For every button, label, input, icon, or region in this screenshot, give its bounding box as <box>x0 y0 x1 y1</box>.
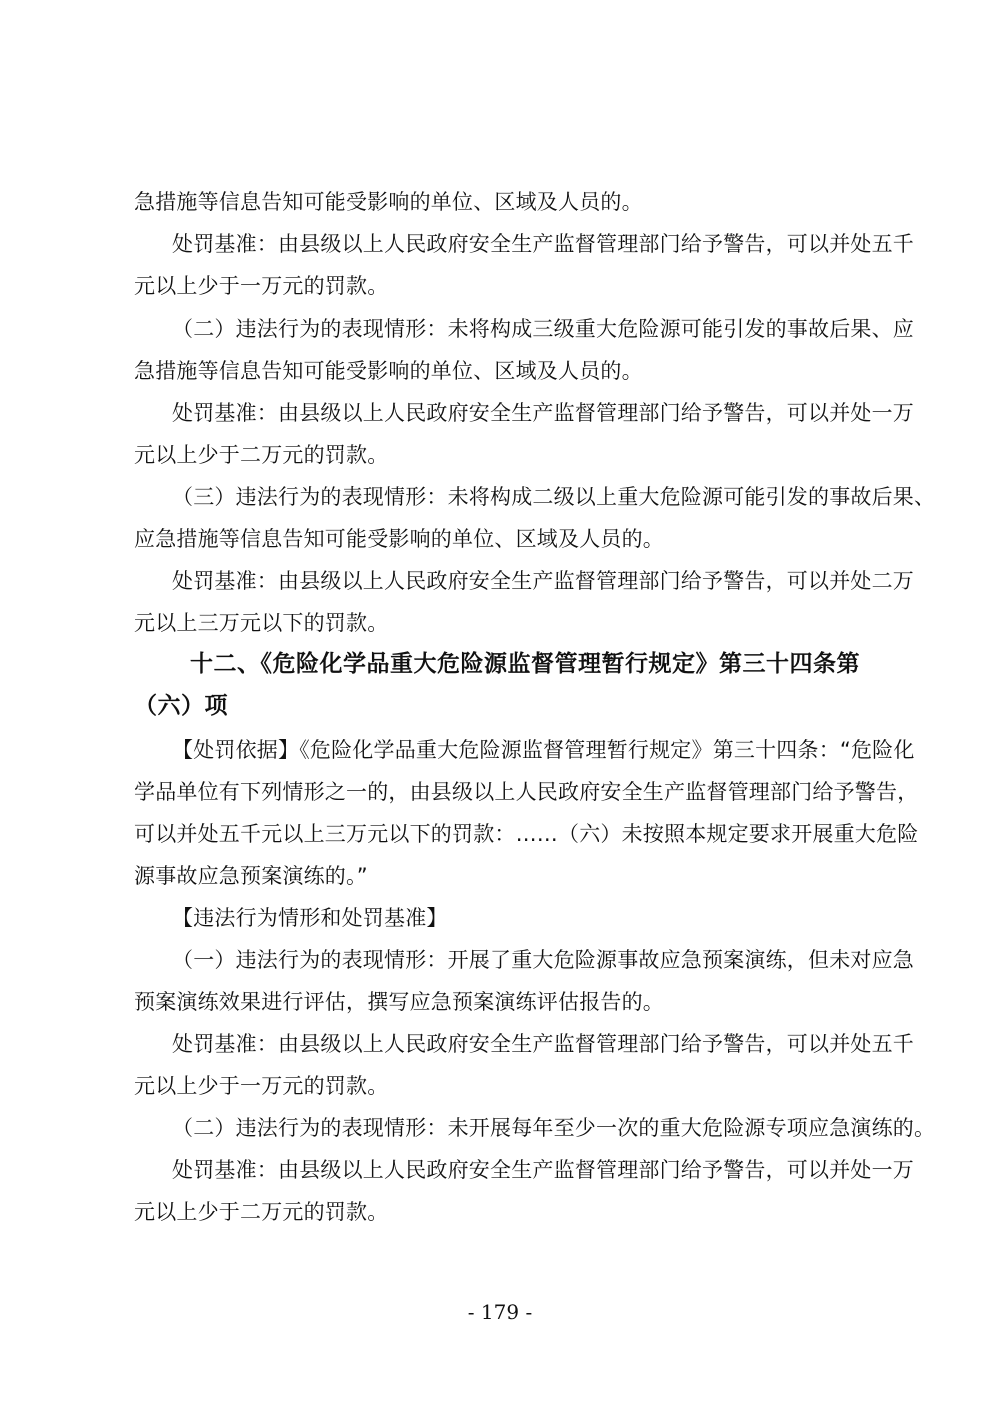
paragraph-line: 元以上少于二万元的罚款。 <box>134 443 389 467</box>
paragraph-line: 源事故应急预案演练的。” <box>134 864 368 888</box>
paragraph-line: 处罚基准：由县级以上人民政府安全生产监督管理部门给予警告，可以并处一万 <box>172 401 914 425</box>
paragraph-line: （三）违法行为的表现情形：未将构成二级以上重大危险源可能引发的事故后果、 <box>172 485 936 509</box>
paragraph-line: 急措施等信息告知可能受影响的单位、区域及人员的。 <box>134 190 643 214</box>
paragraph-line: 【处罚依据】《危险化学品重大危险源监督管理暂行规定》第三十四条：“危险化 <box>172 738 915 762</box>
paragraph-line: 处罚基准：由县级以上人民政府安全生产监督管理部门给予警告，可以并处五千 <box>172 232 914 256</box>
paragraph-line: 急措施等信息告知可能受影响的单位、区域及人员的。 <box>134 359 643 383</box>
paragraph-line: （二）违法行为的表现情形：未开展每年至少一次的重大危险源专项应急演练的。 <box>172 1116 936 1140</box>
paragraph-line: 处罚基准：由县级以上人民政府安全生产监督管理部门给予警告，可以并处一万 <box>172 1158 914 1182</box>
section-heading-continued: （六）项 <box>134 692 228 719</box>
paragraph-line: 处罚基准：由县级以上人民政府安全生产监督管理部门给予警告，可以并处五千 <box>172 1032 914 1056</box>
paragraph-line: 学品单位有下列情形之一的，由县级以上人民政府安全生产监督管理部门给予警告， <box>134 780 919 804</box>
paragraph-line: 可以并处五千元以上三万元以下的罚款：……（六）未按照本规定要求开展重大危险 <box>134 822 919 846</box>
page-number: - 179 - <box>467 1300 533 1324</box>
paragraph-line: 处罚基准：由县级以上人民政府安全生产监督管理部门给予警告，可以并处二万 <box>172 569 914 593</box>
paragraph-line: 元以上少于一万元的罚款。 <box>134 1074 389 1098</box>
paragraph-line: 预案演练效果进行评估，撰写应急预案演练评估报告的。 <box>134 990 664 1014</box>
paragraph-line: 元以上少于二万元的罚款。 <box>134 1200 389 1224</box>
paragraph-line: （一）违法行为的表现情形：开展了重大危险源事故应急预案演练，但未对应急 <box>172 948 914 972</box>
section-heading: 十二、《危险化学品重大危险源监督管理暂行规定》第三十四条第 <box>190 650 860 677</box>
subsection-label: 【违法行为情形和处罚基准】 <box>172 906 448 930</box>
paragraph-line: 应急措施等信息告知可能受影响的单位、区域及人员的。 <box>134 527 664 551</box>
paragraph-line: （二）违法行为的表现情形：未将构成三级重大危险源可能引发的事故后果、应 <box>172 317 914 341</box>
paragraph-line: 元以上少于一万元的罚款。 <box>134 274 389 298</box>
paragraph-line: 元以上三万元以下的罚款。 <box>134 611 389 635</box>
